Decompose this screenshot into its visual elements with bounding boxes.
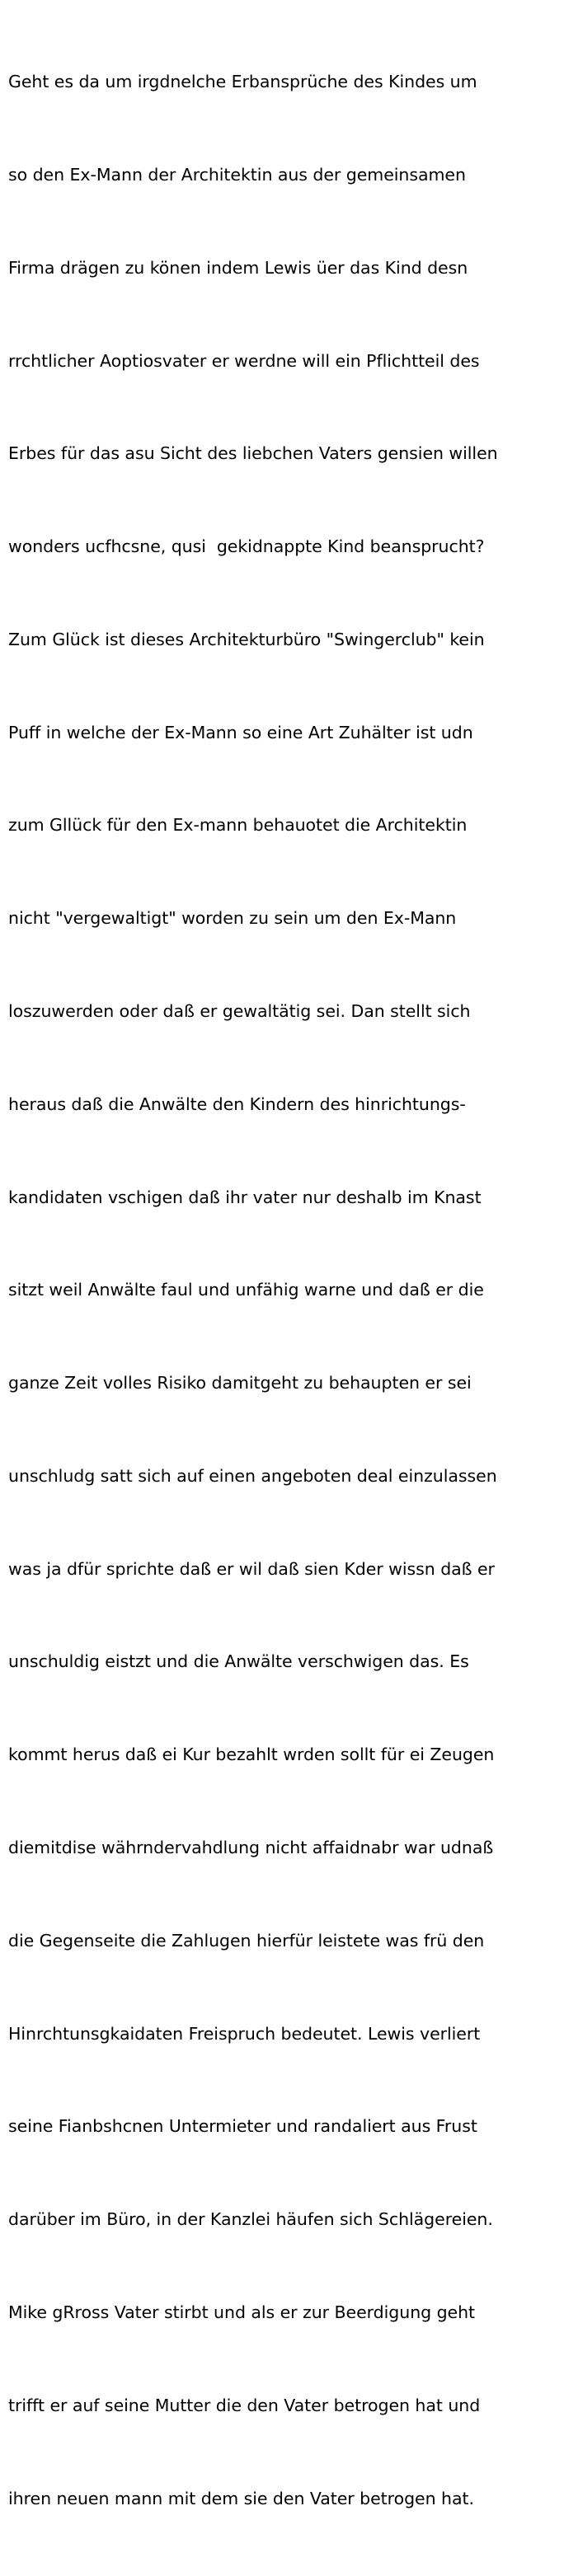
text-line: trifft er auf seine Mutter die den Vater betrogen hat und: [8, 2395, 481, 2415]
text-line: ihren neuen mann mit dem sie den Vater betrogen hat.: [8, 2488, 474, 2508]
text-line: seine Fianbshcnen Untermieter und randaliert aus Frust: [8, 2116, 477, 2137]
text-line: unschuldig eistzt und die Anwälte verschwigen das. Es: [8, 1651, 469, 1672]
text-line: kommt herus daß ei Kur bezahlt wrden sollt für ei Zeugen: [8, 1745, 495, 1765]
text-line: sitzt weil Anwälte faul und unfähig warne und daß er die: [8, 1280, 484, 1300]
document-body-text: [8, 5, 557, 2576]
text-line: Erbes für das asu Sicht des liebchen Vaters gensien willen: [8, 443, 498, 464]
text-line: Zum Glück ist dieses Architekturbüro "Swingerclub" kein: [8, 629, 485, 649]
text-line: heraus daß die Anwälte den Kindern des hinrichtungs-: [8, 1094, 466, 1114]
text-line: Mike gRross Vater stirbt und als er zur Beerdigung geht: [8, 2302, 476, 2322]
text-line: loszuwerden oder daß er gewaltätig sei. Dan stellt sich: [8, 1001, 471, 1021]
text-line: die Gegenseite die Zahlugen hierfür leistete was frü den: [8, 1930, 485, 1951]
text-line: darüber im Büro, in der Kanzlei häufen sich Schlägereien.: [8, 2209, 493, 2230]
text-line: wonders ucfhcsne, qusi gekidnappte Kind beansprucht?: [8, 536, 485, 557]
text-line: Geht es da um irgdnelche Erbansprüche des Kindes um: [8, 72, 477, 92]
text-line: nicht "vergewaltigt" worden zu sein um den Ex-Mann: [8, 908, 457, 929]
text-line: Puff in welche der Ex-Mann so eine Art Zuhälter ist udn: [8, 722, 473, 742]
text-line: diemitdise währndervahdlung nicht affaidnabr war udnaß: [8, 1838, 494, 1858]
text-line: Hinrchtunsgkaidaten Freispruch bedeutet. Lewis verliert: [8, 2023, 481, 2044]
text-line: zum Gllück für den Ex-mann behauotet die Architektin: [8, 815, 468, 836]
text-line: unschludg satt sich auf einen angeboten deal einzulassen: [8, 1465, 497, 1486]
text-line: kandidaten vschigen daß ihr vater nur deshalb im Knast: [8, 1187, 482, 1207]
text-line: so den Ex-Mann der Architektin aus der gemeinsamen: [8, 164, 466, 185]
text-line: was ja dfür sprichte daß er wil daß sien Kder wissn daß er: [8, 1558, 495, 1579]
text-line: Firma drägen zu könen indem Lewis üer das Kind desn: [8, 257, 468, 278]
text-line: ganze Zeit volles Risiko damitgeht zu behaupten er sei: [8, 1373, 472, 1393]
text-line: rrchtlicher Aoptiosvater er werdne will ein Pflichtteil des: [8, 350, 480, 371]
